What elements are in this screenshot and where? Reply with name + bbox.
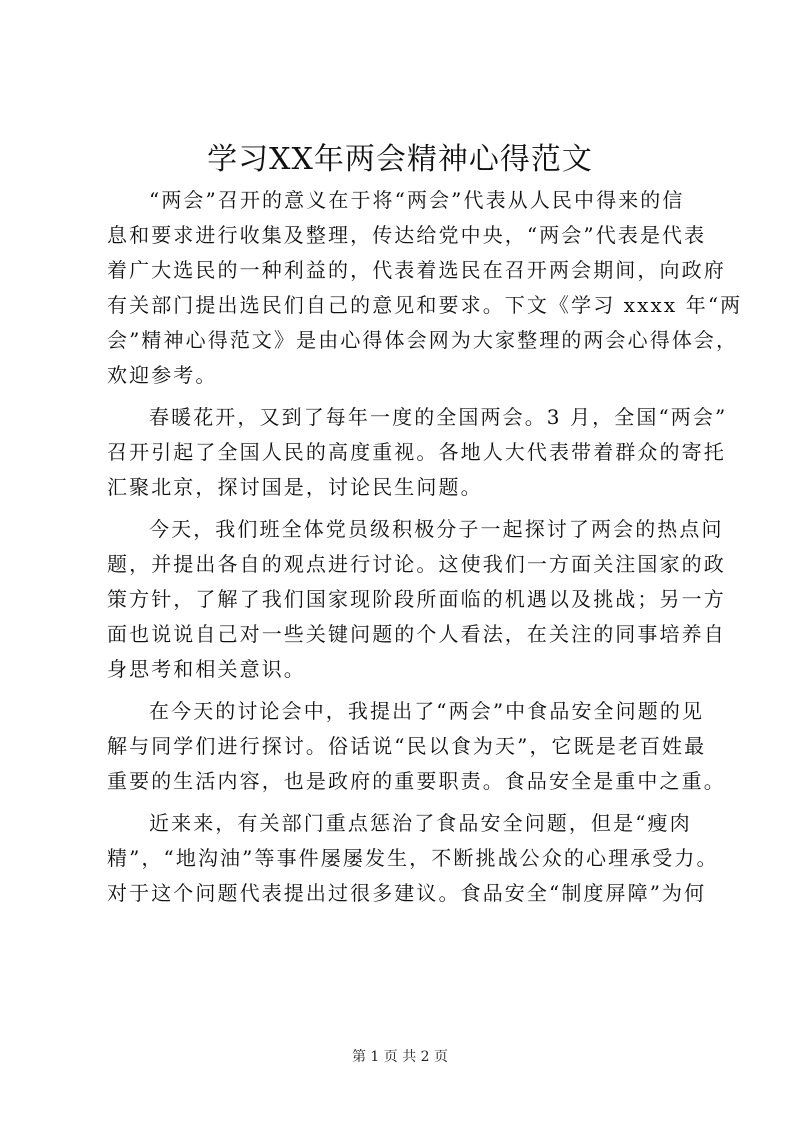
paragraph-line: 今天，我们班全体党员级积极分子一起探讨了两会的热点问 bbox=[149, 517, 724, 541]
paragraph-line: 召开引起了全国人民的高度重视。各地人大代表带着群众的寄托 bbox=[107, 440, 726, 464]
document-title: 学习XX年两会精神心得范文 bbox=[207, 142, 593, 177]
paragraph-line: 近来来，有关部门重点惩治了食品安全问题，但是“瘦肉 bbox=[149, 811, 692, 835]
paragraph-line: 面也说说自己对一些关键问题的个人看法，在关注的同事培养自 bbox=[107, 622, 726, 646]
paragraph-line: 息和要求进行收集及整理，传达给党中央，“两会”代表是代表 bbox=[107, 223, 707, 247]
paragraph-line: 有关部门提出选民们自己的意见和要求。下文《学习 xxxx 年“两 bbox=[107, 293, 743, 317]
paragraph-line: 对于这个问题代表提出过很多建议。食品安全“制度屏障”为何 bbox=[107, 881, 707, 905]
paragraph-line: 着广大选民的一种利益的，代表着选民在召开两会期间，向政府 bbox=[107, 258, 726, 282]
document-body bbox=[107, 183, 743, 918]
paragraph-line: 策方针，了解了我们国家现阶段所面临的机遇以及挑战；另一方 bbox=[107, 587, 726, 611]
paragraph-2 bbox=[107, 400, 728, 505]
paragraph-3 bbox=[107, 512, 726, 687]
paragraph-line: 重要的生活内容，也是政府的重要职责。食品安全是重中之重。 bbox=[107, 769, 726, 793]
paragraph-4 bbox=[107, 694, 726, 799]
paragraph-line: 春暖花开，又到了每年一度的全国两会。3 月，全国“两会” bbox=[149, 405, 728, 429]
paragraph-line: 身思考和相关意识。 bbox=[107, 657, 306, 681]
paragraph-line: 精”，“地沟油”等事件屡屡发生，不断挑战公众的心理承受力。 bbox=[107, 846, 719, 870]
paragraph-5 bbox=[107, 806, 719, 911]
paragraph-line: 在今天的讨论会中，我提出了“两会”中食品安全问题的见 bbox=[149, 699, 705, 723]
paragraph-line: 会”精神心得范文》是由心得体会网为大家整理的两会心得体会， bbox=[107, 328, 739, 352]
paragraph-line: “两会”召开的意义在于将“两会”代表从人民中得来的信 bbox=[149, 188, 685, 212]
paragraph-line: 题，并提出各自的观点进行讨论。这使我们一方面关注国家的政 bbox=[107, 552, 726, 576]
paragraph-line: 解与同学们进行探讨。俗话说“民以食为天”，它既是老百姓最 bbox=[107, 734, 707, 758]
page-footer: 第 1 页 共 2 页 bbox=[351, 1049, 449, 1065]
paragraph-line: 欢迎参考。 bbox=[107, 363, 218, 387]
paragraph-line: 汇聚北京，探讨国是，讨论民生问题。 bbox=[107, 475, 483, 499]
paragraph-1 bbox=[107, 183, 743, 393]
